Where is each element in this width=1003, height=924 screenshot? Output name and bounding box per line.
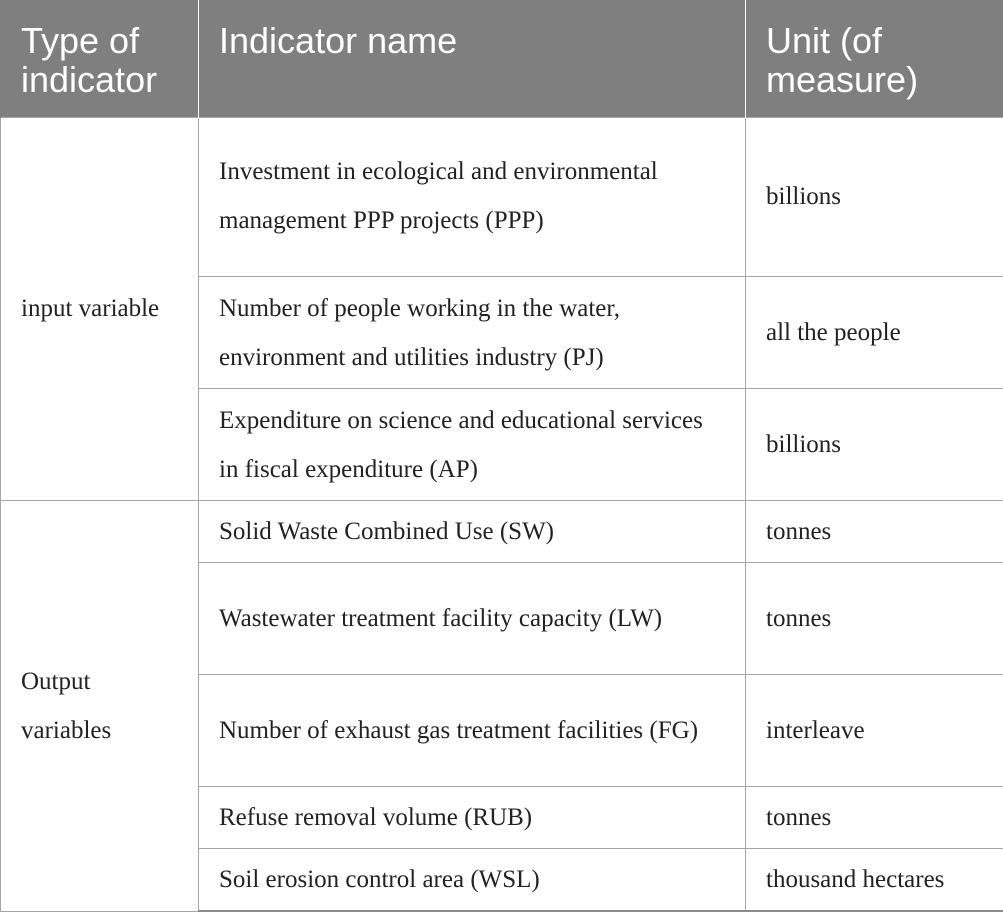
- group-label-output: Output variables: [1, 501, 199, 912]
- table-row: [1, 118, 1003, 277]
- unit-cell: thousand hectares: [746, 849, 1003, 912]
- table-row: [1, 501, 1003, 563]
- indicator-name-cell: Wastewater treatment facility capacity (LW): [199, 563, 746, 675]
- unit-cell: tonnes: [746, 787, 1003, 849]
- indicator-name-cell: Expenditure on science and educational services in fiscal expenditure (AP): [199, 389, 746, 501]
- indicator-name-cell: Number of people working in the water, environment and utilities industry (PJ): [199, 277, 746, 389]
- header-type-of-indicator: Type of indicator: [1, 0, 199, 118]
- table-body: [1, 118, 1003, 912]
- indicator-name-cell: Number of exhaust gas treatment facilities (FG): [199, 675, 746, 787]
- header-row: [1, 0, 1003, 118]
- unit-cell: billions: [746, 389, 1003, 501]
- table-header: [1, 0, 1003, 118]
- unit-cell: billions: [746, 118, 1003, 277]
- unit-cell: all the people: [746, 277, 1003, 389]
- indicator-name-cell: Solid Waste Combined Use (SW): [199, 501, 746, 563]
- group-label-input: input variable: [1, 118, 199, 501]
- header-unit: Unit (of measure): [746, 0, 1003, 118]
- indicator-name-cell: Investment in ecological and environmental management PPP projects (PPP): [199, 118, 746, 277]
- unit-cell: tonnes: [746, 563, 1003, 675]
- unit-cell: interleave: [746, 675, 1003, 787]
- unit-cell: tonnes: [746, 501, 1003, 563]
- indicator-name-cell: Soil erosion control area (WSL): [199, 849, 746, 912]
- header-indicator-name: Indicator name: [199, 0, 746, 118]
- indicator-name-cell: Refuse removal volume (RUB): [199, 787, 746, 849]
